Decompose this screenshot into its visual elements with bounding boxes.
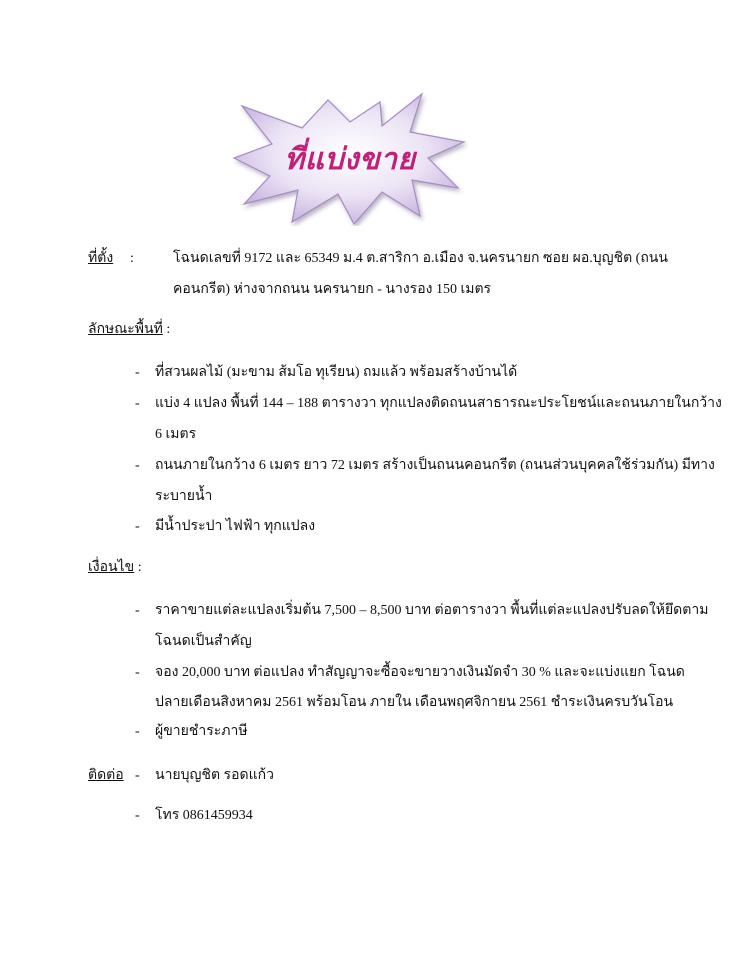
conditions-item-2-dash: - [135, 665, 140, 680]
conditions-heading: เงื่อนไข : [88, 560, 142, 575]
contact-phone: โทร 0861459934 [155, 808, 253, 823]
conditions-item-3-dash: - [135, 724, 140, 739]
conditions-item-3-line-1: ผู้ขายชำระภาษี [155, 724, 248, 739]
location-line-2: คอนกรีต) ห่างจากถนน นครนายก - นางรอง 150 เมตร [173, 282, 492, 297]
conditions-item-1-dash: - [135, 603, 140, 618]
conditions-item-1-line-1: ราคาขายแต่ละแปลงเริ่มต้น 7,500 – 8,500 บาท ต่อตารางวา พื้นที่แต่ละแปลงปรับลดให้ยึดตาม [155, 603, 709, 618]
contact-label: ติดต่อ [88, 768, 124, 783]
features-item-4-dash: - [135, 519, 140, 534]
conditions-item-2-line-1: จอง 20,000 บาท ต่อแปลง ทำสัญญาจะซื้อจะขายวางเงินมัดจำ 30 % และจะแบ่งแยก โฉนด [155, 665, 685, 680]
contact-dash-2: - [135, 808, 140, 823]
features-item-1-line-1: ที่สวนผลไม้ (มะขาม ส้มโอ ทุเรียน) ถมแล้ว พร้อมสร้างบ้านได้ [155, 365, 518, 380]
features-item-2-line-1: แบ่ง 4 แปลง พื้นที่ 144 – 188 ตารางวา ทุกแปลงติดถนนสาธารณะประโยชน์และถนนภายในกว้าง [155, 396, 722, 411]
page-title: ที่แบ่งขาย [284, 141, 416, 177]
features-item-3-line-2: ระบายน้ำ [155, 489, 213, 504]
features-item-2-line-2: 6 เมตร [155, 427, 197, 442]
contact-dash-1: - [135, 768, 140, 783]
location-colon: : [130, 251, 134, 266]
features-item-2-dash: - [135, 396, 140, 411]
conditions-item-2-line-2: ปลายเดือนสิงหาคม 2561 พร้อมโอน ภายใน เดือนพฤศจิกายน 2561 ชำระเงินครบวันโอน [155, 695, 674, 710]
features-item-1-dash: - [135, 365, 140, 380]
contact-name: นายบุญชิต รอดแก้ว [155, 768, 274, 783]
conditions-item-1-line-2: โฉนดเป็นสำคัญ [155, 634, 252, 649]
location-line-1: โฉนดเลขที่ 9172 และ 65349 ม.4 ต.สาริกา อ.เมือง จ.นครนายก ซอย ผอ.บุญชิต (ถนน [173, 251, 668, 266]
features-item-3-dash: - [135, 458, 140, 473]
location-label: ที่ตั้ง [88, 251, 114, 266]
features-item-3-line-1: ถนนภายในกว้าง 6 เมตร ยาว 72 เมตร สร้างเป็นถนนคอนกรีต (ถนนส่วนบุคคลใช้ร่วมกัน) มีทาง [155, 458, 715, 473]
features-item-4-line-1: มีน้ำประปา ไฟฟ้า ทุกแปลง [155, 519, 316, 534]
features-heading: ลักษณะพื้นที่ : [88, 322, 171, 337]
